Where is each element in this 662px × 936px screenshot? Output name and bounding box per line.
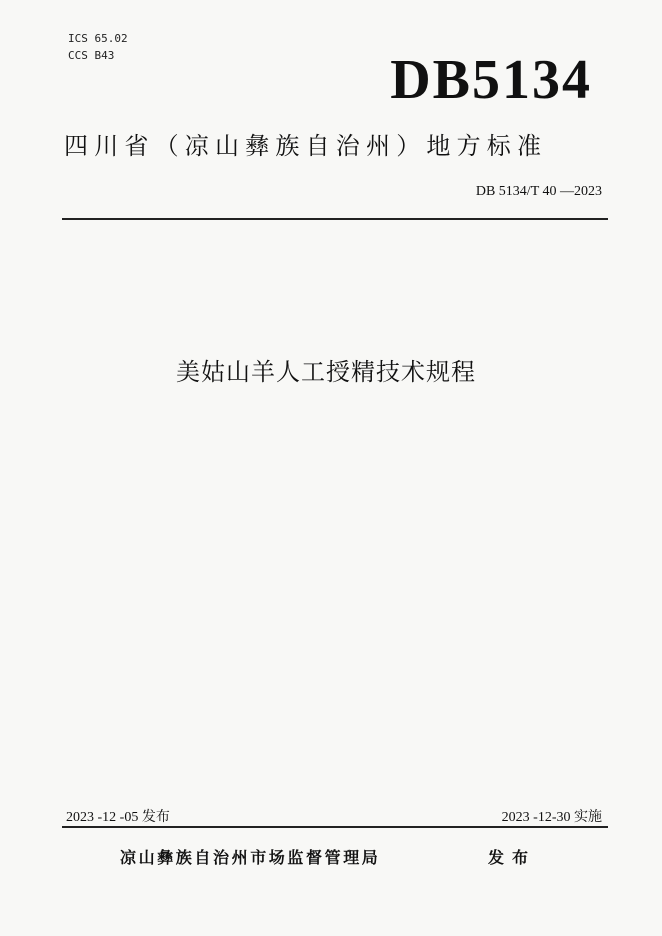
implementation-date: 2023 -12-30 实施 — [501, 810, 602, 825]
issuing-authority: 凉山彝族自治州市场监督管理局 — [120, 848, 381, 867]
standard-code: DB5134 — [390, 49, 592, 111]
issue-label: 发布 — [488, 848, 537, 867]
bottom-divider — [62, 826, 608, 828]
standard-number: DB 5134/T 40 —2023 — [475, 184, 602, 199]
issue-date: 2023 -12 -05 发布 — [66, 810, 170, 825]
document-title: 美姑山羊人工授精技术规程 — [176, 358, 476, 386]
ccs-code: CCS B43 — [68, 49, 115, 62]
standard-category-title: 四川省（凉山彝族自治州）地方标准 — [64, 132, 548, 160]
classification-block — [68, 30, 128, 64]
top-divider — [62, 218, 608, 220]
ics-code: ICS 65.02 — [68, 32, 128, 45]
